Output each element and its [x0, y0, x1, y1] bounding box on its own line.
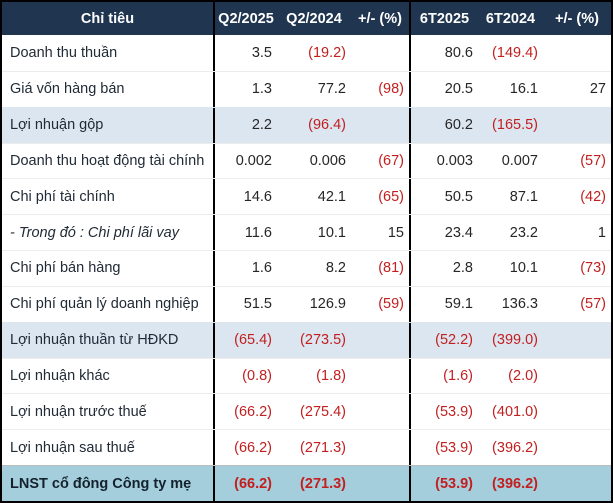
cell-q2-2025: (66.2)	[234, 403, 272, 420]
cell-6t-2024: 16.1	[509, 81, 538, 98]
cell-6t-2025: 0.003	[436, 152, 473, 169]
row-label: LNST cổ đông Công ty mẹ	[2, 466, 215, 501]
cell-q2-2024: (19.2)	[308, 44, 346, 61]
cell-q2-2025: (0.8)	[242, 368, 272, 385]
row-label: Lợi nhuận trước thuế	[2, 394, 215, 429]
cell-6t-2024: (399.0)	[492, 332, 538, 349]
cell-q2-2025: 3.5	[251, 44, 272, 61]
row-label: Doanh thu hoạt động tài chính	[2, 144, 215, 179]
header-pct-q2: +/- (%)	[351, 2, 411, 35]
cell-6t-2024: (396.2)	[492, 439, 538, 456]
cell-pct-change-q2: (67)	[351, 144, 411, 179]
table-row	[2, 35, 611, 71]
cell-6t-2024: 23.2	[509, 224, 538, 241]
cell-q2-2024: 8.2	[325, 260, 346, 277]
header-chi-tieu: Chỉ tiêu	[2, 2, 215, 35]
cell-6t-2024: (401.0)	[492, 403, 538, 420]
header-6t-2024: 6T2024	[485, 10, 536, 27]
cell-pct-change-6t	[543, 394, 611, 429]
cell-pct-change-6t	[543, 430, 611, 465]
cell-6t-2025: (53.9)	[435, 475, 473, 492]
cell-pct-change-6t	[543, 359, 611, 394]
cell-6t-2025: 20.5	[444, 81, 473, 98]
cell-6t-2024: (2.0)	[508, 368, 538, 385]
cell-6t-2025: 80.6	[444, 44, 473, 61]
cell-pct-change-q2	[351, 430, 411, 465]
header-6t-2025: 6T2025	[419, 10, 470, 27]
cell-q2-2024: (1.8)	[316, 368, 346, 385]
cell-6t-2025: 50.5	[444, 188, 473, 205]
cell-pct-change-q2: 15	[351, 215, 411, 250]
cell-pct-change-q2	[351, 466, 411, 501]
cell-pct-change-q2: (81)	[351, 251, 411, 286]
cell-q2-2025: 14.6	[243, 188, 272, 205]
cell-6t-2025: 60.2	[444, 117, 473, 134]
cell-6t-2024: (165.5)	[492, 117, 538, 134]
table-row	[2, 214, 611, 250]
cell-pct-change-6t: (42)	[580, 188, 606, 205]
cell-pct-change-6t: (57)	[580, 296, 606, 313]
cell-q2-2025: (65.4)	[234, 332, 272, 349]
table-row	[2, 286, 611, 322]
cell-pct-change-6t	[543, 108, 611, 143]
cell-q2-2025: 51.5	[243, 296, 272, 313]
row-label: - Trong đó : Chi phí lãi vay	[2, 215, 215, 250]
cell-6t-2025: 23.4	[444, 224, 473, 241]
cell-pct-change-q2: (59)	[351, 287, 411, 322]
cell-6t-2024: (396.2)	[492, 475, 538, 492]
cell-q2-2024: (271.3)	[300, 439, 346, 456]
header-q2-2025: Q2/2025	[218, 10, 274, 27]
cell-q2-2025: (66.2)	[234, 439, 272, 456]
cell-6t-2025: (52.2)	[435, 332, 473, 349]
table-row	[2, 107, 611, 143]
cell-6t-2025: (53.9)	[435, 403, 473, 420]
table-header-row	[2, 2, 611, 35]
row-label: Chi phí bán hàng	[2, 251, 215, 286]
cell-pct-change-q2	[351, 323, 411, 358]
table-body	[2, 35, 611, 501]
cell-pct-change-6t	[543, 466, 611, 501]
header-pct-6t: +/- (%)	[555, 10, 599, 27]
cell-6t-2024: 87.1	[509, 188, 538, 205]
cell-q2-2025: (66.2)	[234, 475, 272, 492]
cell-q2-2024: 0.006	[309, 152, 346, 169]
cell-q2-2025: 0.002	[235, 152, 272, 169]
table-row	[2, 465, 611, 501]
cell-pct-change-6t: (73)	[580, 260, 606, 277]
cell-6t-2025: (53.9)	[435, 439, 473, 456]
cell-pct-change-6t: 27	[589, 81, 606, 98]
cell-6t-2024: (149.4)	[492, 44, 538, 61]
cell-q2-2024: (275.4)	[300, 403, 346, 420]
table-row	[2, 250, 611, 286]
cell-q2-2024: 77.2	[317, 81, 346, 98]
cell-pct-change-q2	[351, 394, 411, 429]
cell-6t-2025: (1.6)	[443, 368, 473, 385]
cell-pct-change-6t: 1	[597, 224, 606, 241]
cell-pct-change-6t: (57)	[580, 152, 606, 169]
cell-6t-2024: 0.007	[501, 152, 538, 169]
row-label: Chi phí tài chính	[2, 179, 215, 214]
cell-pct-change-q2	[351, 108, 411, 143]
cell-pct-change-6t	[543, 35, 611, 71]
cell-q2-2025: 2.2	[251, 117, 272, 134]
cell-q2-2025: 1.6	[251, 260, 272, 277]
table-row	[2, 178, 611, 214]
cell-6t-2025: 59.1	[444, 296, 473, 313]
cell-q2-2024: 42.1	[317, 188, 346, 205]
table-row	[2, 143, 611, 179]
cell-q2-2024: 10.1	[317, 224, 346, 241]
table-row	[2, 322, 611, 358]
row-label: Lợi nhuận gộp	[2, 108, 215, 143]
cell-q2-2024: (96.4)	[308, 117, 346, 134]
row-label: Chi phí quản lý doanh nghiệp	[2, 287, 215, 322]
cell-pct-change-q2: (98)	[351, 72, 411, 107]
cell-6t-2024: 10.1	[509, 260, 538, 277]
row-label: Giá vốn hàng bán	[2, 72, 215, 107]
cell-pct-change-q2: (65)	[351, 179, 411, 214]
cell-q2-2025: 11.6	[244, 224, 272, 241]
table-row	[2, 429, 611, 465]
row-label: Doanh thu thuần	[2, 35, 215, 71]
header-q2-2024: Q2/2024	[286, 10, 342, 27]
table-row	[2, 71, 611, 107]
cell-6t-2025: 2.8	[452, 260, 473, 277]
cell-q2-2025: 1.3	[251, 81, 272, 98]
cell-6t-2024: 136.3	[501, 296, 538, 313]
cell-pct-change-q2	[351, 359, 411, 394]
table-row	[2, 358, 611, 394]
row-label: Lợi nhuận khác	[2, 359, 215, 394]
row-label: Lợi nhuận thuần từ HĐKD	[2, 323, 215, 358]
cell-pct-change-6t	[543, 323, 611, 358]
cell-q2-2024: 126.9	[309, 296, 346, 313]
cell-q2-2024: (273.5)	[300, 332, 346, 349]
table-row	[2, 393, 611, 429]
cell-q2-2024: (271.3)	[300, 475, 346, 492]
row-label: Lợi nhuận sau thuế	[2, 430, 215, 465]
cell-pct-change-q2	[351, 35, 411, 71]
